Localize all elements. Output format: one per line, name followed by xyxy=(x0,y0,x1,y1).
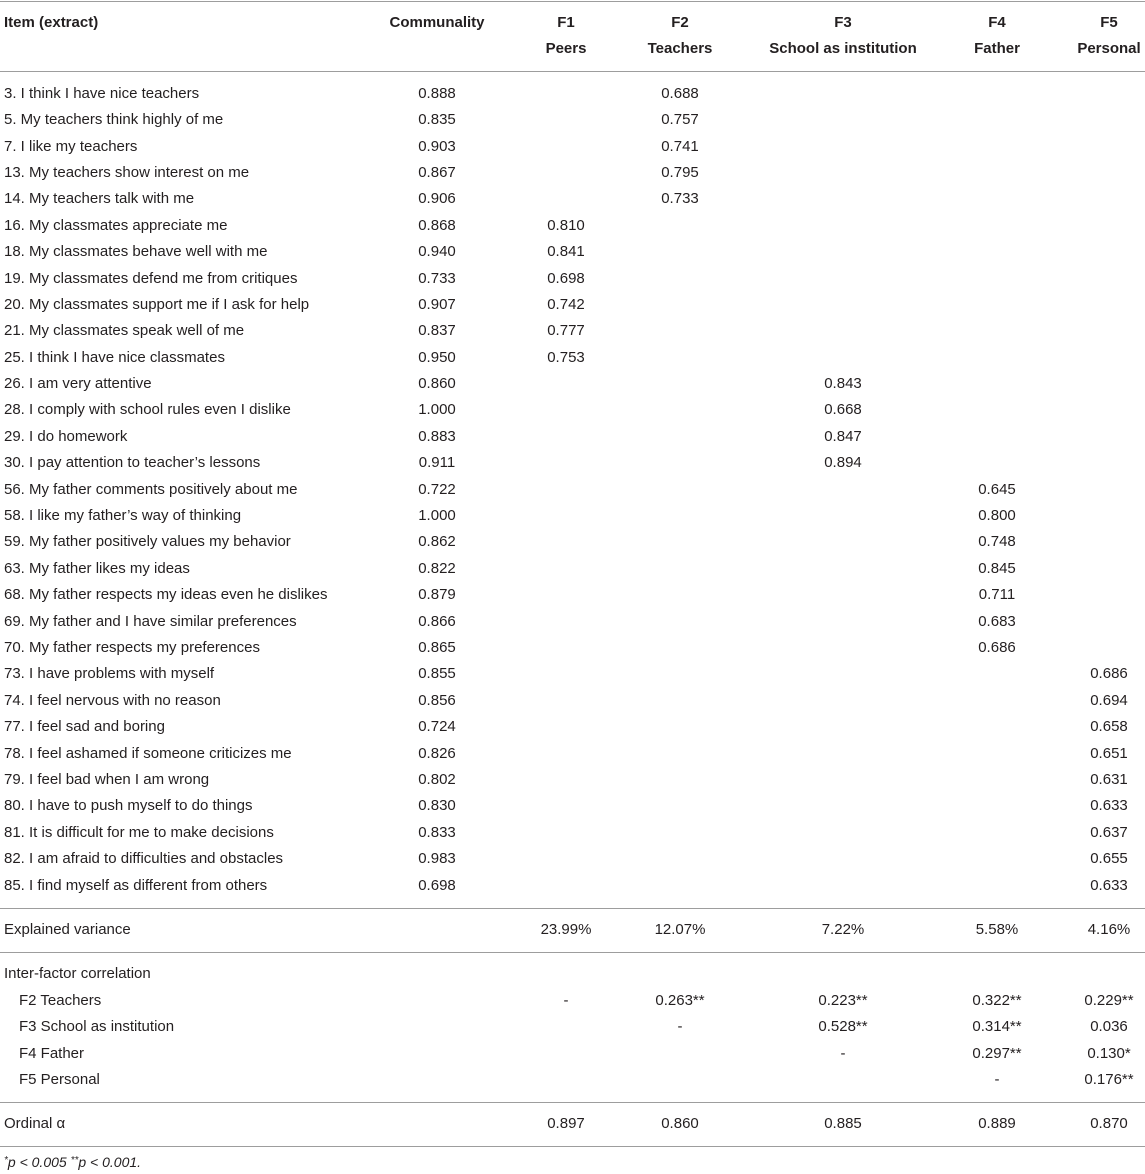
table-row xyxy=(0,213,1145,239)
loading-f4: 0.686 xyxy=(978,639,1016,656)
item-text: 30. I pay attention to teacher’s lessons xyxy=(4,454,261,472)
communality-value: 0.855 xyxy=(418,665,456,683)
communality-value: 0.724 xyxy=(418,718,456,736)
item-text: 3. I think I have nice teachers xyxy=(4,84,200,102)
table-row xyxy=(0,345,1145,371)
communality-value: 0.837 xyxy=(418,322,456,340)
loading-f5: 0.651 xyxy=(1090,744,1128,762)
table-row xyxy=(0,477,1145,503)
loading-f4: 0.748 xyxy=(978,533,1016,551)
communality-value: 0.830 xyxy=(418,797,456,815)
header-f1-code: F1 xyxy=(557,14,575,31)
table-footnote xyxy=(4,1151,141,1173)
ordinal-alpha-f5: 0.870 xyxy=(1090,1115,1128,1132)
communality-value: 1.000 xyxy=(418,507,456,525)
table-row xyxy=(0,793,1145,819)
communality-value: 0.826 xyxy=(418,744,456,762)
item-text: 70. My father respects my preferences xyxy=(4,639,260,656)
explained-variance-row xyxy=(0,908,1145,952)
loading-f5: 0.633 xyxy=(1090,797,1128,815)
item-text: 5. My teachers think highly of me xyxy=(4,111,224,129)
table-row xyxy=(0,582,1145,608)
ordinal-alpha-f3: 0.885 xyxy=(824,1115,862,1132)
communality-value: 0.906 xyxy=(418,190,456,208)
item-text: 19. My classmates defend me from critiques xyxy=(4,269,298,287)
loading-f2: 0.795 xyxy=(661,163,699,181)
loading-f4: 0.645 xyxy=(978,480,1016,498)
ordinal-alpha-label: Ordinal α xyxy=(4,1115,66,1132)
table-row xyxy=(0,609,1145,635)
communality-value: 0.888 xyxy=(418,84,456,102)
communality-value: 0.868 xyxy=(418,216,456,234)
explained-variance-f5: 4.16% xyxy=(1087,921,1131,938)
header-f3-name: School as institution xyxy=(769,40,917,57)
item-text: 73. I have problems with myself xyxy=(4,665,215,683)
header-f1-name: Peers xyxy=(545,40,587,57)
loading-f1: 0.742 xyxy=(547,295,585,313)
item-text: 59. My father positively values my behavior xyxy=(4,533,291,551)
item-text: 85. I find myself as different from others xyxy=(4,876,268,894)
item-text: 7. I like my teachers xyxy=(4,137,138,155)
communality-value: 0.950 xyxy=(418,348,456,366)
header-item-label: Item (extract) xyxy=(4,14,99,31)
table-row xyxy=(0,134,1145,160)
correlation-f4: 0.297** xyxy=(972,1044,1022,1062)
correlation-f3: 0.223** xyxy=(818,992,868,1009)
correlation-f5: 0.130* xyxy=(1087,1044,1131,1062)
table-bottom-rule xyxy=(0,1146,1145,1147)
correlation-f5: 0.176** xyxy=(1084,1071,1134,1089)
explained-variance-f2: 12.07% xyxy=(654,921,706,938)
ordinal-alpha-f2: 0.860 xyxy=(661,1115,699,1132)
correlation-f5: 0.229** xyxy=(1084,992,1134,1009)
item-text: 69. My father and I have similar preferences xyxy=(4,612,297,630)
communality-value: 0.903 xyxy=(418,137,456,155)
loading-f5: 0.694 xyxy=(1090,691,1128,709)
table-row xyxy=(0,635,1145,661)
header-communality xyxy=(377,10,497,36)
item-text: 28. I comply with school rules even I dislike xyxy=(4,401,291,419)
header-f5-code: F5 xyxy=(1100,14,1118,31)
communality-value: 0.940 xyxy=(418,243,456,261)
correlation-f5: 0.036 xyxy=(1090,1018,1128,1036)
item-text: 81. It is difficult for me to make decisions xyxy=(4,823,274,841)
inter-factor-correlation-heading xyxy=(0,961,1145,987)
table-row xyxy=(0,556,1145,582)
table-row xyxy=(0,688,1145,714)
table-row xyxy=(0,160,1145,186)
communality-value: 0.860 xyxy=(418,375,456,393)
explained-variance-label: Explained variance xyxy=(4,921,131,938)
communality-value: 0.698 xyxy=(418,876,456,894)
table-row xyxy=(0,266,1145,292)
table-row xyxy=(0,371,1145,397)
loading-f5: 0.655 xyxy=(1090,850,1128,868)
table-row xyxy=(0,767,1145,793)
table-row xyxy=(0,424,1145,450)
loading-f1: 0.698 xyxy=(547,269,585,287)
correlation-row-label: F3 School as institution xyxy=(19,1018,175,1036)
item-text: 68. My father respects my ideas even he dislikes xyxy=(4,586,328,604)
item-text: 78. I feel ashamed if someone criticizes me xyxy=(4,744,292,762)
correlation-f1: - xyxy=(563,992,569,1009)
footnote-text: p < 0.005 xyxy=(7,1154,67,1170)
item-text: 79. I feel bad when I am wrong xyxy=(4,770,210,788)
loading-f5: 0.637 xyxy=(1090,823,1128,841)
table-row xyxy=(0,397,1145,423)
item-text: 25. I think I have nice classmates xyxy=(4,348,225,366)
explained-variance-f1: 23.99% xyxy=(540,921,592,938)
communality-value: 0.879 xyxy=(418,586,456,604)
communality-value: 0.856 xyxy=(418,691,456,709)
header-f4-code: F4 xyxy=(988,14,1006,31)
ordinal-alpha-f4: 0.889 xyxy=(978,1115,1016,1132)
footnote-mark: * xyxy=(4,1155,8,1166)
communality-value: 0.907 xyxy=(418,295,456,313)
header-f3 xyxy=(753,10,933,62)
header-f2 xyxy=(622,10,738,62)
table-row xyxy=(0,186,1145,212)
header-f4 xyxy=(940,10,1054,62)
table-row xyxy=(0,107,1145,133)
correlation-f4: 0.314** xyxy=(972,1018,1022,1036)
table-row xyxy=(0,741,1145,767)
item-text: 77. I feel sad and boring xyxy=(4,718,165,736)
footnote-mark: ** xyxy=(70,1155,79,1166)
item-text: 74. I feel nervous with no reason xyxy=(4,691,221,709)
table-row xyxy=(0,661,1145,687)
communality-value: 1.000 xyxy=(418,401,456,419)
communality-value: 0.733 xyxy=(418,269,456,287)
item-text: 56. My father comments positively about me xyxy=(4,480,298,498)
loading-f3: 0.668 xyxy=(824,401,862,419)
item-text: 26. I am very attentive xyxy=(4,375,152,393)
loading-f3: 0.847 xyxy=(824,427,862,445)
item-text: 63. My father likes my ideas xyxy=(4,559,190,577)
loading-f3: 0.894 xyxy=(824,454,862,472)
table-row xyxy=(0,714,1145,740)
correlation-row xyxy=(0,1014,1145,1040)
inter-factor-correlation-label: Inter-factor correlation xyxy=(4,965,151,982)
loading-f2: 0.757 xyxy=(661,111,699,129)
correlation-f3: 0.528** xyxy=(818,1018,868,1036)
item-text: 82. I am afraid to difficulties and obstacles xyxy=(4,850,284,868)
loading-f4: 0.683 xyxy=(978,612,1016,630)
item-text: 29. I do homework xyxy=(4,427,128,445)
correlation-f4: - xyxy=(994,1071,1000,1089)
ordinal-alpha-row xyxy=(0,1102,1145,1146)
table-row xyxy=(0,503,1145,529)
correlation-row-label: F5 Personal xyxy=(19,1071,100,1089)
loading-f1: 0.753 xyxy=(547,348,585,366)
explained-variance-f4: 5.58% xyxy=(975,921,1019,938)
table-row xyxy=(0,239,1145,265)
footnote-text: p < 0.001. xyxy=(78,1154,142,1170)
loading-f1: 0.777 xyxy=(547,322,585,340)
loading-f4: 0.845 xyxy=(978,559,1016,577)
loading-f4: 0.800 xyxy=(978,507,1016,525)
loading-f2: 0.688 xyxy=(661,84,699,102)
loading-f5: 0.686 xyxy=(1090,665,1128,683)
loading-f5: 0.633 xyxy=(1090,876,1128,894)
correlation-row xyxy=(0,1041,1145,1067)
loading-f1: 0.810 xyxy=(547,216,585,234)
header-item xyxy=(4,10,374,36)
table-row xyxy=(0,292,1145,318)
table-row xyxy=(0,529,1145,555)
item-text: 13. My teachers show interest on me xyxy=(4,163,250,181)
table-body xyxy=(0,81,1145,899)
item-text: 20. My classmates support me if I ask for help xyxy=(4,295,310,313)
item-text: 58. I like my father’s way of thinking xyxy=(4,507,242,525)
communality-value: 0.835 xyxy=(418,111,456,129)
item-text: 80. I have to push myself to do things xyxy=(4,797,253,815)
communality-value: 0.883 xyxy=(418,427,456,445)
item-text: 16. My classmates appreciate me xyxy=(4,216,228,234)
header-f2-code: F2 xyxy=(671,14,689,31)
header-rule xyxy=(0,71,1145,72)
table-row xyxy=(0,846,1145,872)
header-f1 xyxy=(510,10,622,62)
correlation-row-label: F2 Teachers xyxy=(19,992,102,1009)
table-row xyxy=(0,873,1145,899)
table-header xyxy=(0,10,1145,62)
header-f4-name: Father xyxy=(974,40,1020,57)
loading-f5: 0.631 xyxy=(1090,770,1128,788)
loading-f2: 0.741 xyxy=(661,137,699,155)
item-text: 18. My classmates behave well with me xyxy=(4,243,268,261)
item-text: 14. My teachers talk with me xyxy=(4,190,195,208)
correlation-row-label: F4 Father xyxy=(19,1044,85,1062)
ordinal-alpha-f1: 0.897 xyxy=(547,1115,585,1132)
correlation-f3: - xyxy=(840,1044,846,1062)
communality-value: 0.833 xyxy=(418,823,456,841)
correlation-f2: 0.263** xyxy=(655,992,705,1009)
correlation-f2: - xyxy=(677,1018,683,1036)
item-text: 21. My classmates speak well of me xyxy=(4,322,245,340)
correlation-row xyxy=(0,988,1145,1014)
table-top-rule xyxy=(0,1,1145,2)
loading-f4: 0.711 xyxy=(978,586,1016,604)
loading-f5: 0.658 xyxy=(1090,718,1128,736)
header-f2-name: Teachers xyxy=(647,40,713,57)
table-row xyxy=(0,81,1145,107)
communality-value: 0.867 xyxy=(418,163,456,181)
communality-value: 0.911 xyxy=(418,454,456,472)
loading-f2: 0.733 xyxy=(661,190,699,208)
communality-value: 0.822 xyxy=(418,559,456,577)
correlation-f4: 0.322** xyxy=(972,992,1022,1009)
loading-f3: 0.843 xyxy=(824,375,862,393)
variance-rule xyxy=(0,952,1145,953)
communality-value: 0.722 xyxy=(418,480,456,498)
header-f5 xyxy=(1073,10,1145,62)
inter-factor-correlation-rows xyxy=(0,988,1145,1094)
header-f3-code: F3 xyxy=(834,14,852,31)
communality-value: 0.866 xyxy=(418,612,456,630)
communality-value: 0.862 xyxy=(418,533,456,551)
table-row xyxy=(0,820,1145,846)
correlation-row xyxy=(0,1067,1145,1093)
explained-variance-f3: 7.22% xyxy=(821,921,865,938)
table-row xyxy=(0,318,1145,344)
communality-value: 0.802 xyxy=(418,770,456,788)
table-row xyxy=(0,450,1145,476)
loading-f1: 0.841 xyxy=(547,243,585,261)
header-communality-label: Communality xyxy=(389,14,485,31)
header-f5-name: Personal xyxy=(1077,40,1141,57)
communality-value: 0.865 xyxy=(418,639,456,656)
communality-value: 0.983 xyxy=(418,850,456,868)
